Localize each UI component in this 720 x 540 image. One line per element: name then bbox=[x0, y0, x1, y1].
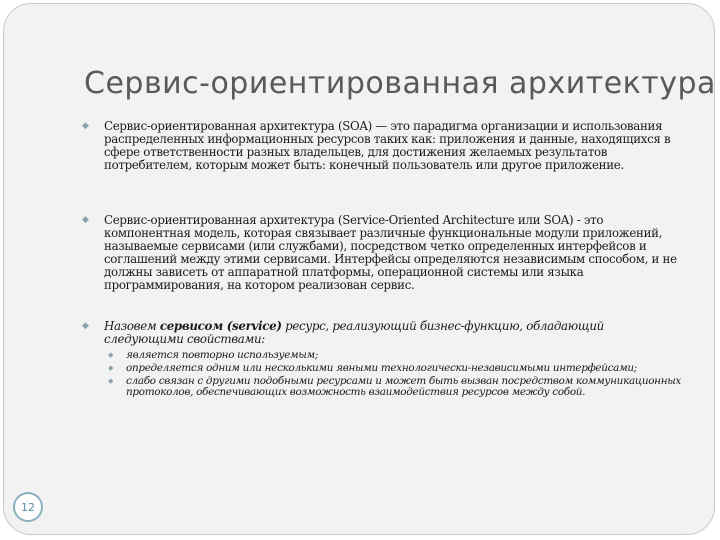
bullet-text: Сервис-ориентированная архитектура (SOA) — это парадигма организации и использования распределенных информационных ресурсов таких как: приложения и данные, находящихся в сфере ответственности разных владельцев, для достижения желаемых результатов потребителем, которым может быть: конечный пользователь или другое приложение. bbox=[104, 119, 671, 172]
sub-bullet-item bbox=[104, 350, 684, 361]
sub-bullet-diamond-icon: ◆ bbox=[108, 377, 114, 385]
bullet-diamond-icon: ◆ bbox=[82, 215, 89, 225]
sub-bullet-item bbox=[104, 363, 684, 374]
sub-bullet-list bbox=[104, 350, 684, 398]
bullet-service-definition bbox=[82, 319, 684, 400]
sub-bullet-text: определяется одним или несколькими явными технологически-независимыми интерфейсами; bbox=[126, 362, 637, 374]
bullet-text-bold: сервисом (service) bbox=[159, 319, 282, 333]
sub-bullet-text: слабо связан с другими подобными ресурсами и может быть вызван посредством коммуникационных протоколов, обеспечивающих возможность взаимодействия ресурсов между собой. bbox=[126, 375, 681, 398]
bullet-diamond-icon: ◆ bbox=[82, 321, 89, 331]
sub-bullet-text: является повторно используемым; bbox=[126, 349, 319, 361]
bullet-soa-component-model bbox=[82, 213, 684, 292]
sub-bullet-item bbox=[104, 376, 684, 398]
bullet-diamond-icon: ◆ bbox=[82, 121, 89, 131]
bullet-text-after: ресурс, реализующий бизнес-функцию, обладающий следующими свойствами: bbox=[104, 319, 604, 346]
sub-bullet-diamond-icon: ◆ bbox=[108, 351, 114, 359]
bullet-soa-definition bbox=[82, 119, 684, 172]
page-number-badge: 12 bbox=[13, 492, 43, 522]
slide-title: Сервис-ориентированная архитектура bbox=[84, 66, 716, 101]
bullet-text-before: Назовем bbox=[104, 319, 160, 333]
bullet-text: Сервис-ориентированная архитектура (Service-Oriented Architecture или SOA) - это компонентная модель, которая связывает различные функциональные модули приложений, называемые сервисами (или службами), посредством четко определенных интерфейсов и соглашений между этими сервисами. Интерфейсы определяются независимым способом, и не должны зависеть от аппаратной платформы, операционной системы или языка программирования, на котором реализован сервис. bbox=[104, 213, 677, 292]
sub-bullet-diamond-icon: ◆ bbox=[108, 364, 114, 372]
slide-frame bbox=[3, 3, 715, 535]
